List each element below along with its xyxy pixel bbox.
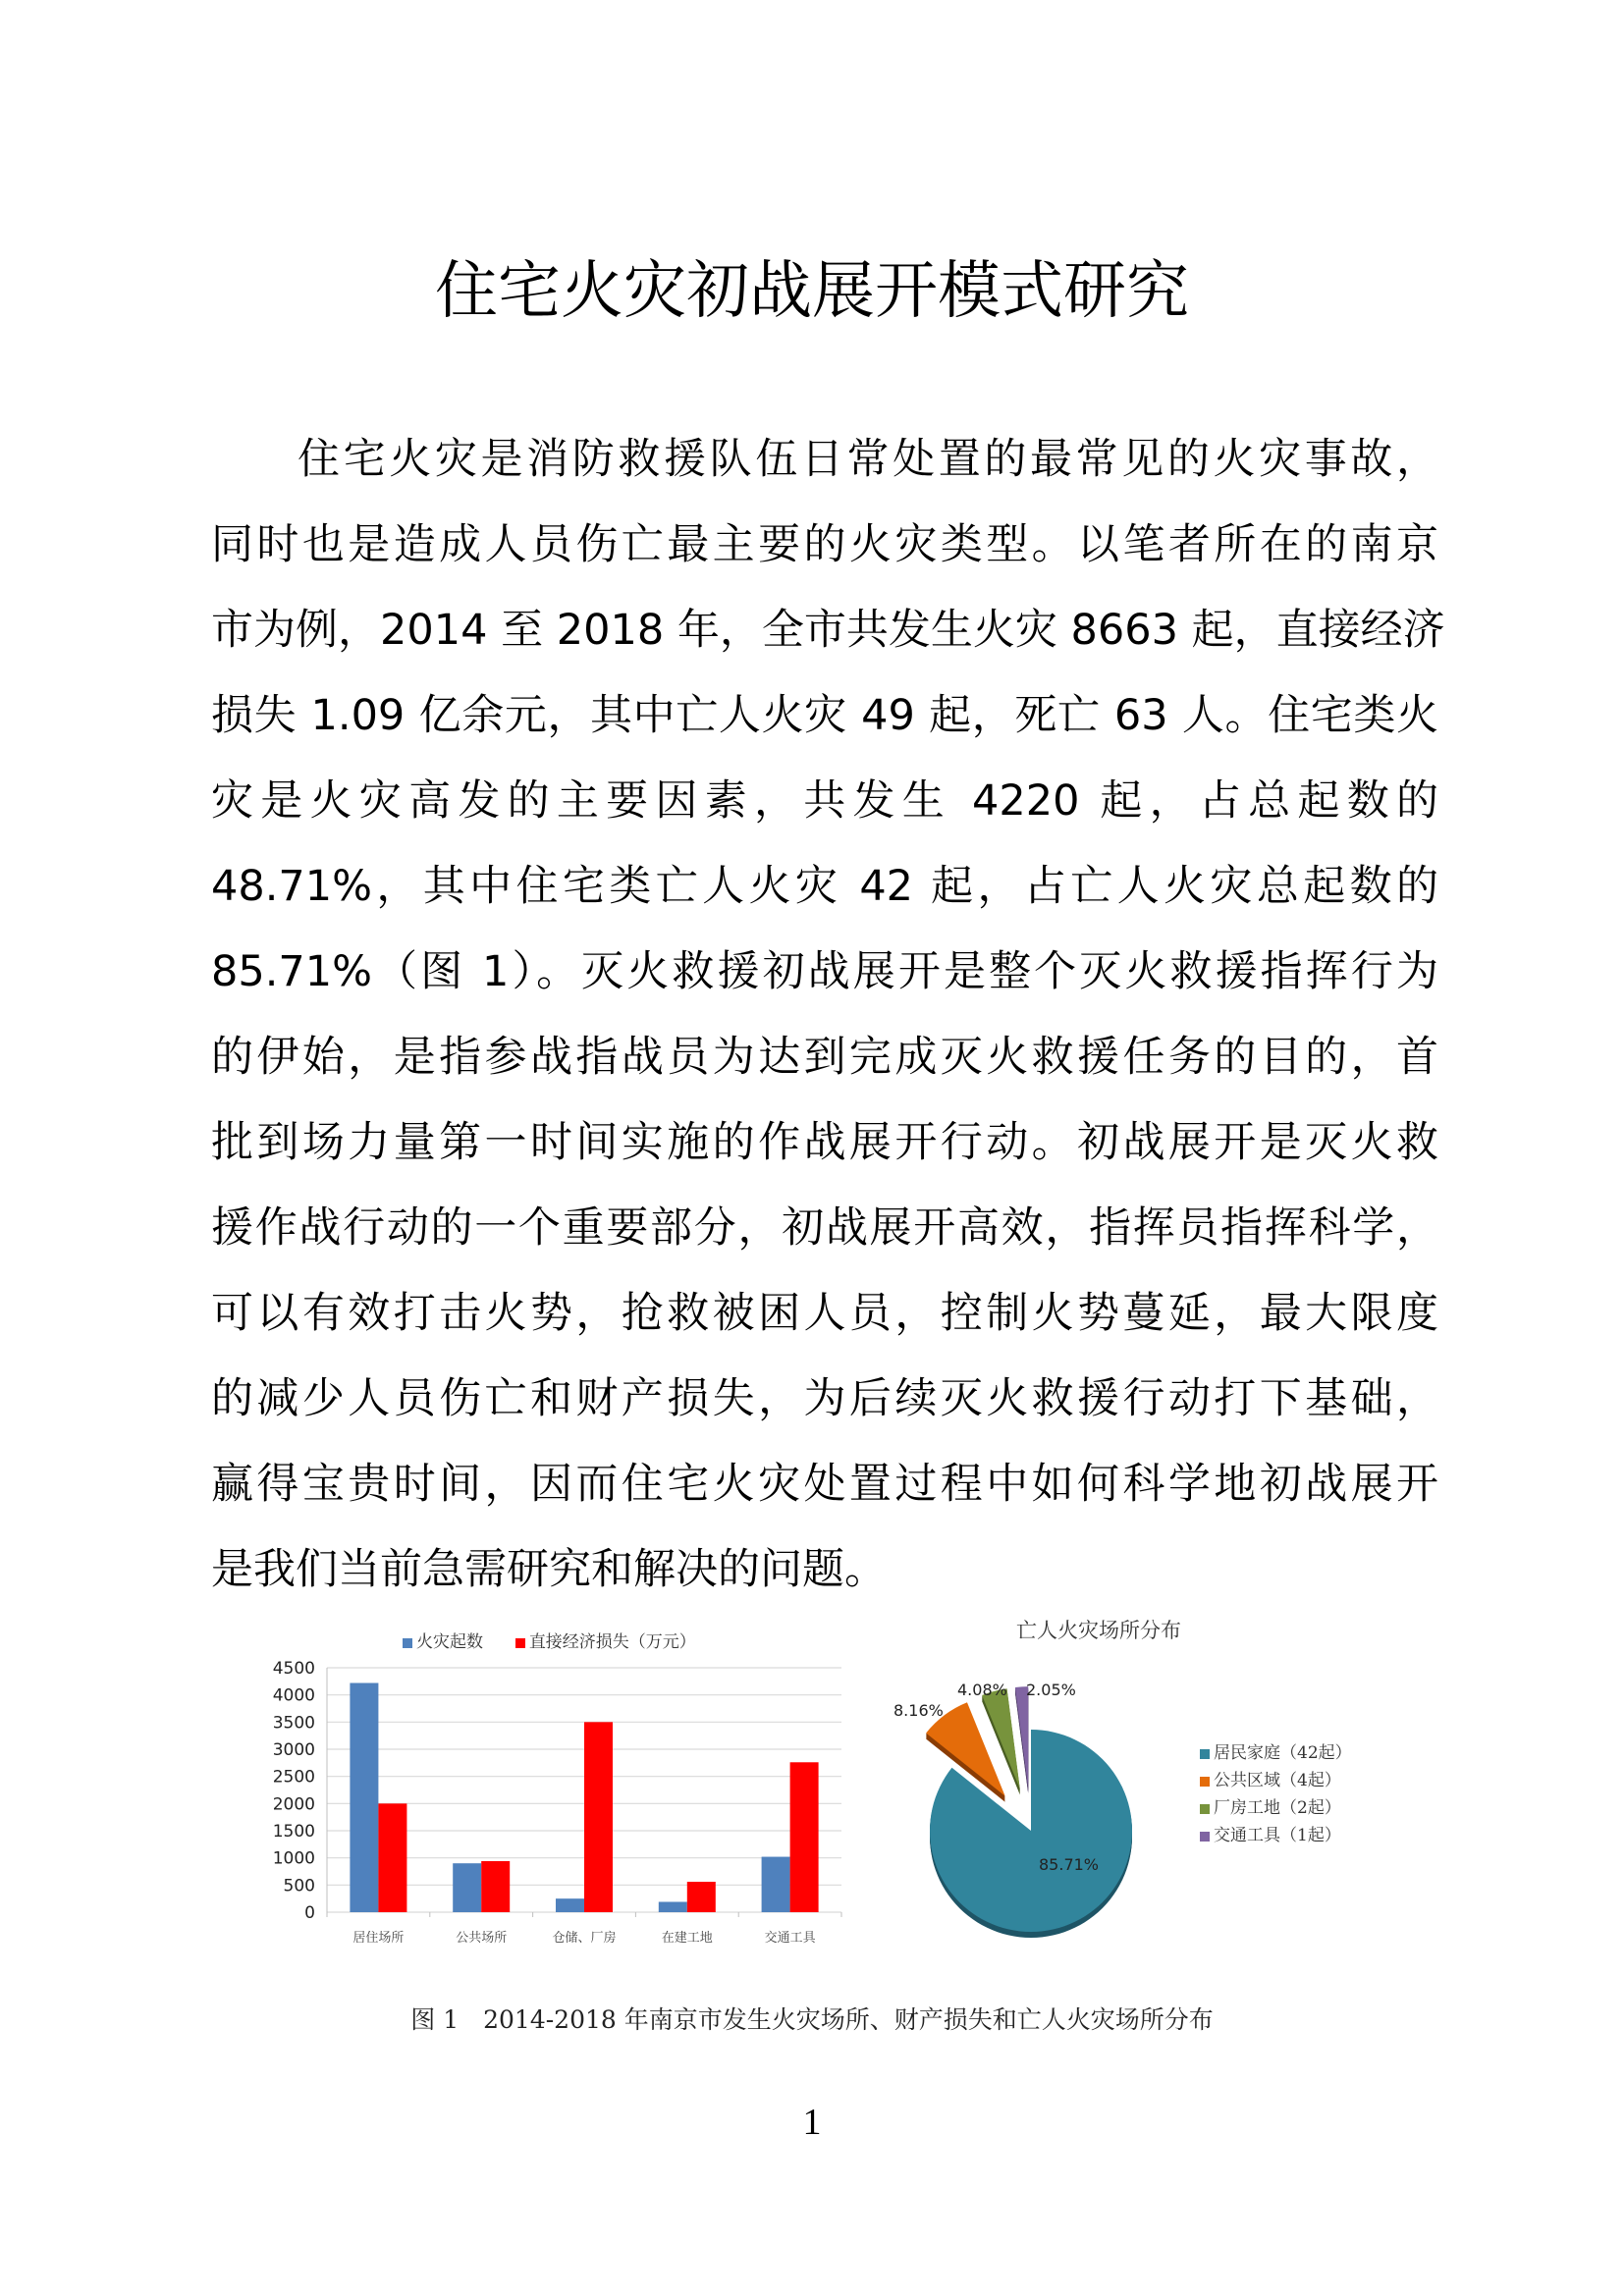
legend-swatch: [1200, 1804, 1210, 1814]
svg-text:2.05%: 2.05%: [1026, 1681, 1076, 1699]
svg-text:8.16%: 8.16%: [893, 1701, 944, 1720]
paragraph-line: 损失 1.09 亿余元，其中亡人火灾 49 起，死亡 63 人。住宅类火: [211, 691, 1438, 740]
pie-chart: [884, 1600, 1434, 1973]
svg-text:4.08%: 4.08%: [957, 1681, 1007, 1699]
legend-label: 火灾起数: [416, 1632, 483, 1652]
paragraph-line: 48.71%，其中住宅类亡人火灾 42 起，占亡人火灾总起数的: [211, 862, 1438, 911]
paragraph-line: 可以有效打击火势，抢救被困人员，控制火势蔓延，最大限度: [211, 1289, 1438, 1338]
svg-text:公共场所: 公共场所: [456, 1931, 508, 1946]
paragraph-line: 是我们当前急需研究和解决的问题。: [211, 1545, 887, 1594]
legend-item-vehicles: [1200, 1822, 1352, 1849]
paragraph-line: 赢得宝贵时间，因而住宅火灾处置过程中如何科学地初战展开: [211, 1460, 1438, 1509]
body-paragraph: [211, 417, 1445, 1613]
svg-text:4500: 4500: [272, 1659, 315, 1679]
pie-chart-plot: [884, 1639, 1198, 1973]
legend-label: 交通工具（1起）: [1214, 1826, 1341, 1845]
svg-text:交通工具: 交通工具: [764, 1931, 816, 1946]
legend-swatch: [1200, 1777, 1210, 1787]
svg-text:3500: 3500: [272, 1713, 315, 1734]
legend-label: 直接经济损失（万元）: [528, 1632, 696, 1652]
svg-text:2000: 2000: [272, 1794, 315, 1815]
pie-chart-title: 亡人火灾场所分布: [1016, 1619, 1181, 1642]
page-number: 1: [802, 2102, 822, 2143]
paragraph-line: 85.71%（图 1）。灭火救援初战展开是整个灭火救援指挥行为: [211, 947, 1438, 996]
paragraph-line: 同时也是造成人员伤亡最主要的火灾类型。以笔者所在的南京: [211, 520, 1438, 569]
legend-swatch: [1200, 1832, 1210, 1842]
svg-text:1000: 1000: [272, 1848, 315, 1869]
legend-item-residential: [1200, 1739, 1352, 1767]
legend-item-public-area: [1200, 1767, 1352, 1794]
svg-text:3000: 3000: [272, 1740, 315, 1760]
legend-label: 居民家庭（42起）: [1214, 1743, 1352, 1763]
legend-label: 厂房工地（2起）: [1214, 1798, 1341, 1818]
paragraph-line: 援作战行动的一个重要部分，初战展开高效，指挥员指挥科学，: [211, 1203, 1438, 1253]
paragraph-line: 的减少人员伤亡和财产损失，为后续灭火救援行动打下基础，: [211, 1374, 1438, 1423]
bar-chart-plot: [226, 1610, 864, 1973]
legend-label: 公共区域（4起）: [1214, 1771, 1341, 1790]
svg-text:1500: 1500: [272, 1822, 315, 1842]
svg-text:在建工地: 在建工地: [661, 1931, 713, 1946]
svg-text:4000: 4000: [272, 1685, 315, 1706]
svg-text:居住场所: 居住场所: [352, 1931, 405, 1946]
paragraph-line: 批到场力量第一时间实施的作战展开行动。初战展开是灭火救: [211, 1118, 1438, 1167]
bar-chart: [226, 1610, 864, 1973]
document-title: 住宅火灾初战展开模式研究: [435, 255, 1189, 328]
paragraph-line: 灾是火灾高发的主要因素，共发生 4220 起，占总起数的: [211, 776, 1438, 826]
paragraph-line: 住宅火灾是消防救援队伍日常处置的最常见的火灾事故，: [298, 435, 1438, 484]
svg-text:2500: 2500: [272, 1767, 315, 1788]
svg-text:仓储、厂房: 仓储、厂房: [552, 1931, 617, 1946]
svg-text:500: 500: [283, 1876, 315, 1896]
pie-chart-legend: [1200, 1739, 1352, 1849]
svg-text:85.71%: 85.71%: [1039, 1855, 1100, 1874]
legend-swatch: [1200, 1749, 1210, 1759]
legend-item-factory-site: [1200, 1794, 1352, 1822]
paragraph-line: 的伊始，是指参战指战员为达到完成灭火救援任务的目的，首: [211, 1033, 1438, 1082]
figure-caption: 图 1 2014-2018 年南京市发生火灾场所、财产损失和亡人火灾场所分布: [410, 2005, 1214, 2034]
svg-text:0: 0: [304, 1903, 315, 1923]
paragraph-line: 市为例，2014 至 2018 年，全市共发生火灾 8663 起，直接经济: [211, 606, 1445, 655]
